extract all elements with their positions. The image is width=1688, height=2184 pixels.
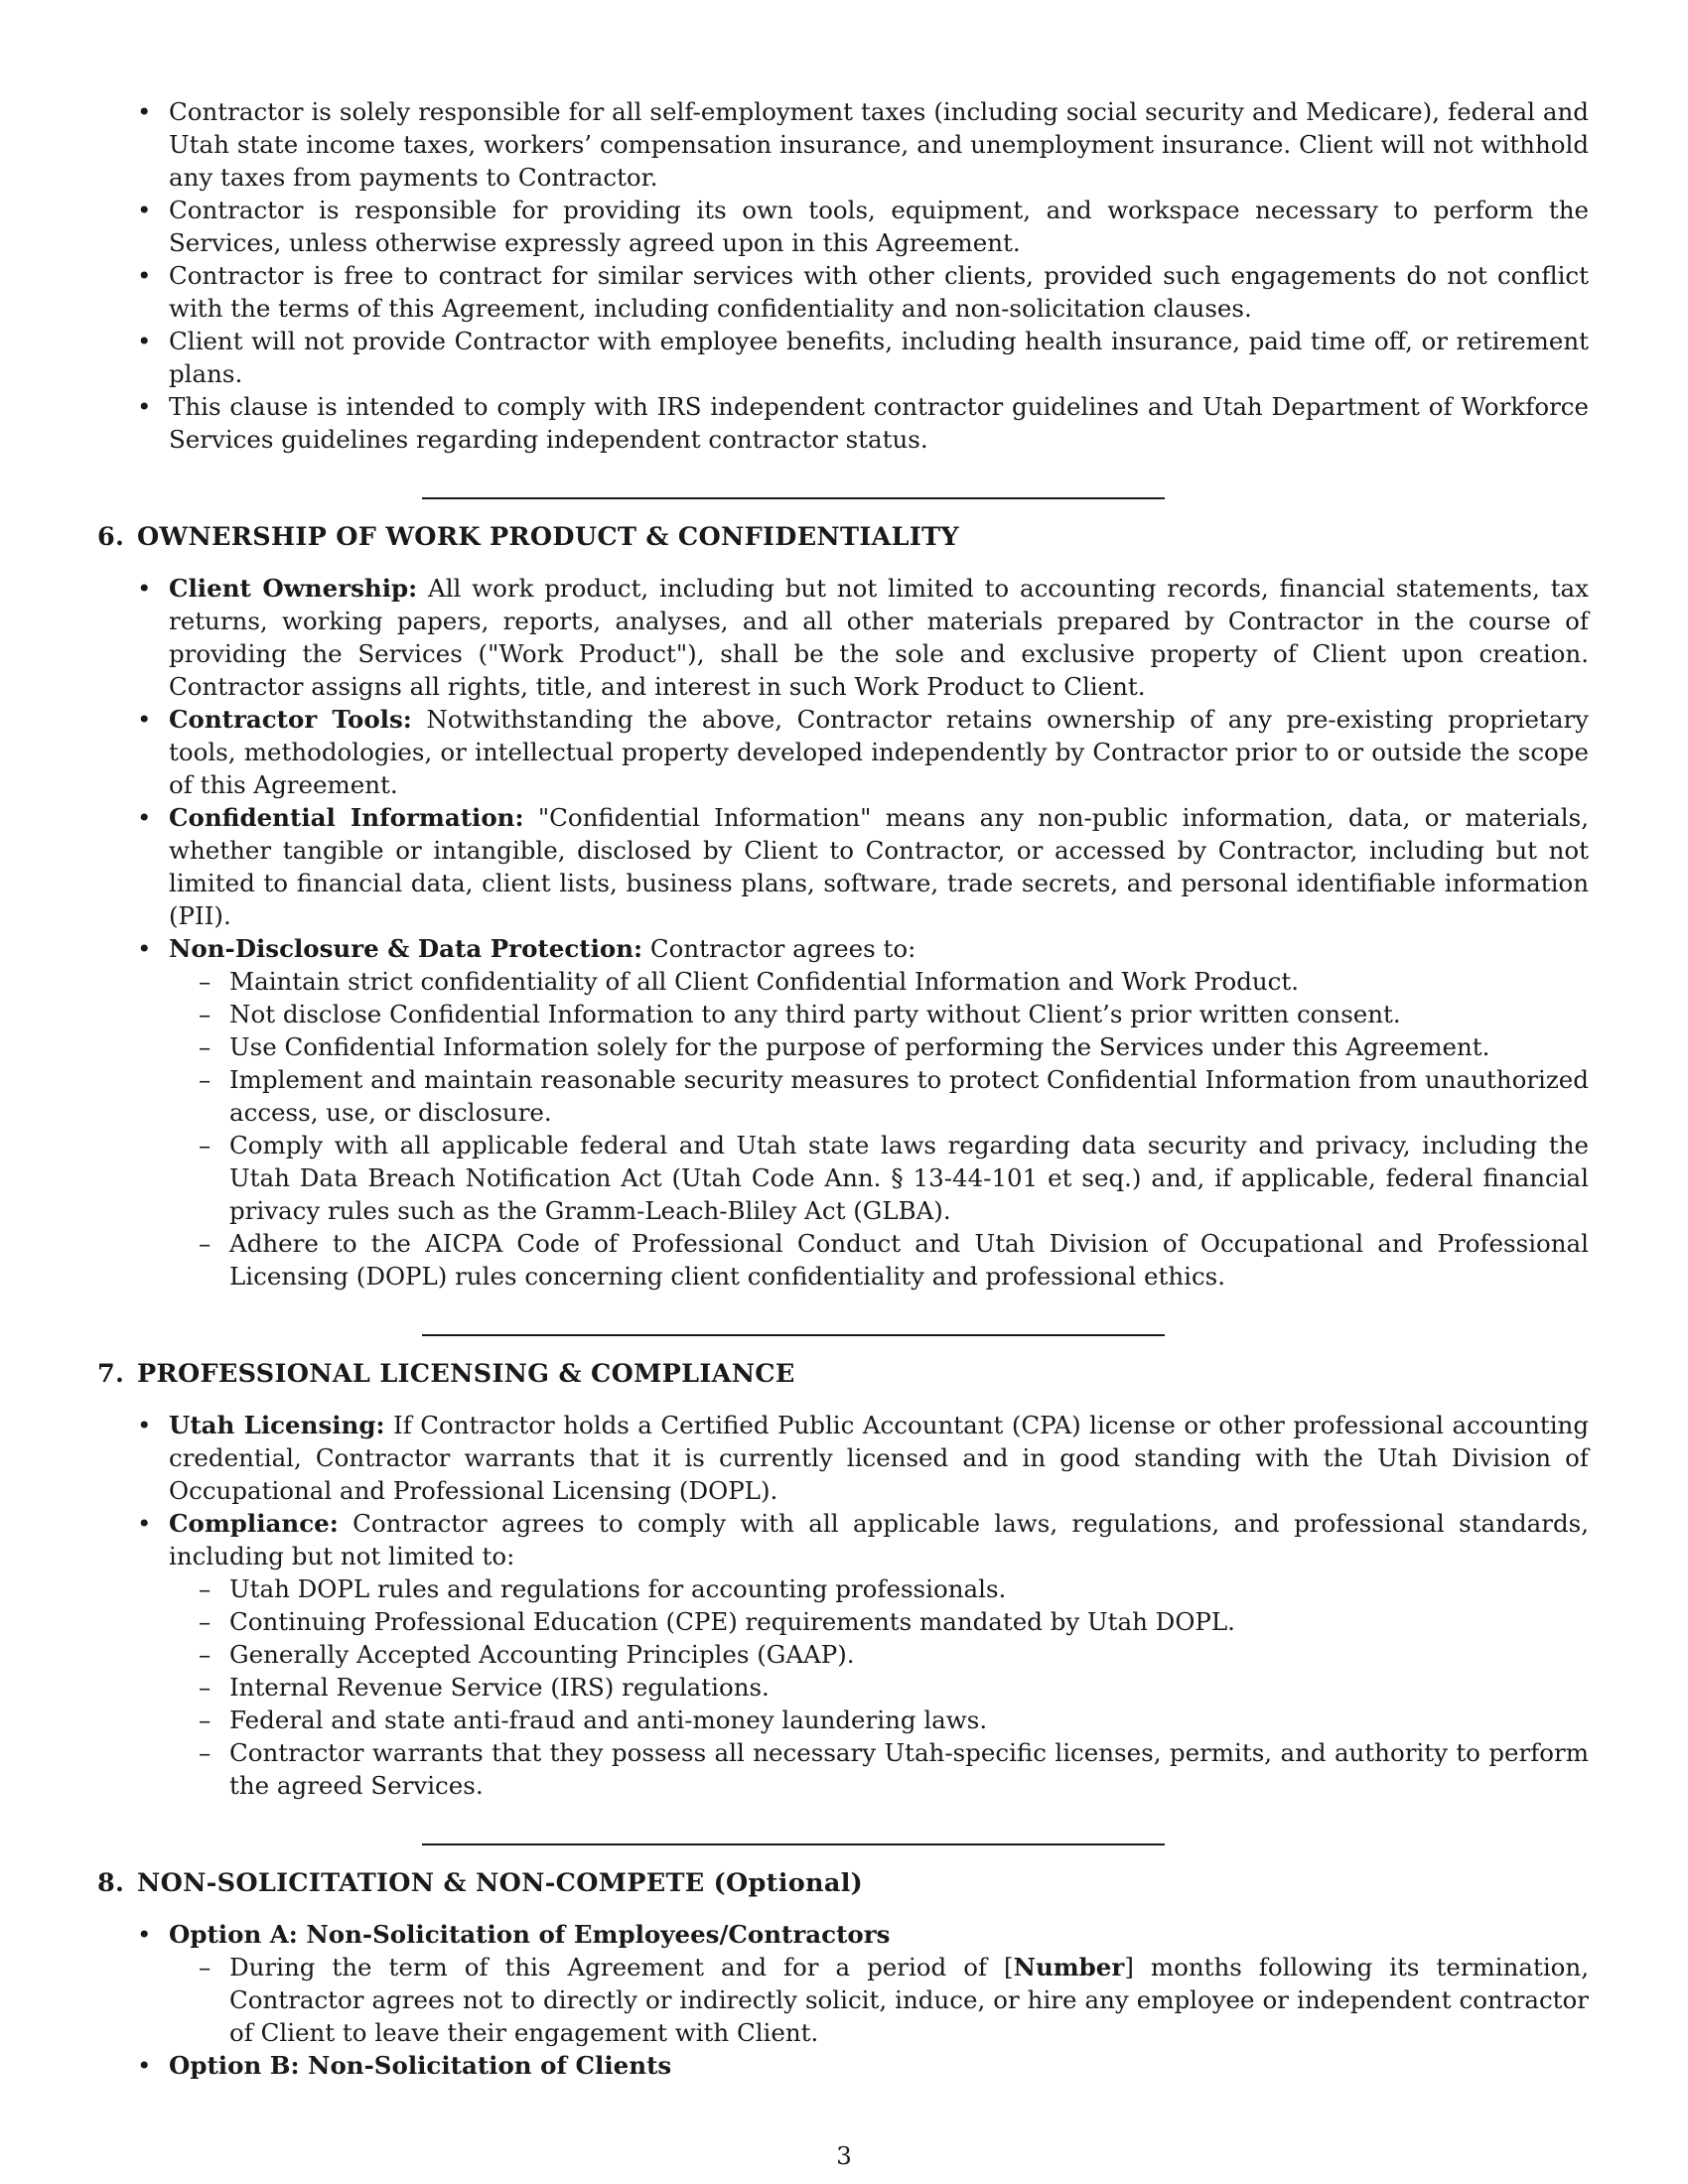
item-text: Contractor agrees to comply with all applicable laws, regulations, and professional standards, including but not limited to: <box>169 1509 1589 1570</box>
sublist-item: – Comply with all applicable federal and Utah state laws regarding data security and privacy, including the Utah Data Breach Notification Act (Utah Code Ann. § 13-44-101 et seq.) and, if applicable, federal financial privacy rules such as the Gramm-Leach-Bliley Act (GLBA). <box>169 1129 1589 1227</box>
sublist-item: – Contractor warrants that they possess all necessary Utah-specific licenses, permits, and authority to perform the agreed Services. <box>169 1736 1589 1802</box>
item-label: Option B: Non-Solicitation of Clients <box>169 2051 672 2080</box>
document-body <box>97 95 1589 2082</box>
list-item: • Contractor is free to contract for similar services with other clients, provided such engagements do not conflict with the terms of this Agreement, including confidentiality and non-solicitation clauses. <box>97 259 1589 325</box>
section-title: OWNERSHIP OF WORK PRODUCT & CONFIDENTIALITY <box>137 522 959 552</box>
placeholder-number: Number <box>1013 1953 1125 1981</box>
sublist-item: – Not disclose Confidential Information to any third party without Client’s prior written consent. <box>169 998 1589 1030</box>
item-label: Non-Disclosure & Data Protection: <box>169 934 643 963</box>
section-8-heading <box>97 1867 1589 1900</box>
item-text: All work product, including but not limited to accounting records, financial statements, tax returns, working papers, reports, analyses, and all other materials prepared by Contractor in the course of providing the Services ("Work Product"), shall be the sole and exclusive property of Client upon creation. Contractor assigns all rights, title, and interest in such Work Product to Client. <box>169 574 1589 701</box>
list-item <box>97 801 1589 932</box>
intro-bullet-list <box>97 95 1589 456</box>
item-text: Notwithstanding the above, Contractor retains ownership of any pre-existing proprietary tools, methodologies, or intellectual property developed independently by Contractor prior to or outside the scope of this Agreement. <box>169 705 1589 799</box>
page-number: 3 <box>836 2141 852 2170</box>
sublist-item: – Federal and state anti-fraud and anti-money laundering laws. <box>169 1704 1589 1736</box>
section-7-heading <box>97 1358 1589 1391</box>
list-item: • Contractor is responsible for providing its own tools, equipment, and workspace necessary to perform the Services, unless otherwise expressly agreed upon in this Agreement. <box>97 194 1589 259</box>
list-item <box>97 2049 1589 2082</box>
item-label: Contractor Tools: <box>169 705 412 734</box>
list-item <box>97 1409 1589 1507</box>
section-8-list <box>97 1918 1589 2082</box>
section-title: NON-SOLICITATION & NON-COMPETE (Optional) <box>137 1868 864 1898</box>
item-label: Compliance: <box>169 1509 339 1538</box>
sublist-item: – Continuing Professional Education (CPE) requirements mandated by Utah DOPL. <box>169 1605 1589 1638</box>
sub-text: During the term of this Agreement and for a period of [ <box>229 1953 1014 1981</box>
list-item <box>97 703 1589 801</box>
item-text: "Confidential Information" means any non-public information, data, or materials, whether tangible or intangible, disclosed by Client to Contractor, or accessed by Contractor, including but not limited to financial data, client lists, business plans, software, trade secrets, and personal identifiable information (PII). <box>169 803 1590 930</box>
item-label: Utah Licensing: <box>169 1411 385 1439</box>
list-item: • Contractor is solely responsible for all self-employment taxes (including social security and Medicare), federal and Utah state income taxes, workers’ compensation insurance, and unemployment insurance. Client will not withhold any taxes from payments to Contractor. <box>97 95 1589 194</box>
section-number: 6. <box>97 522 125 552</box>
list-item: • This clause is intended to comply with IRS independent contractor guidelines and Utah Department of Workforce Services guidelines regarding independent contractor status. <box>97 390 1589 456</box>
item-text: If Contractor holds a Certified Public Accountant (CPA) license or other professional accounting credential, Contractor warrants that it is currently licensed and in good standing with the Utah Division of Occupational and Professional Licensing (DOPL). <box>169 1411 1589 1505</box>
list-item <box>97 1507 1589 1802</box>
option-a-sublist <box>169 1951 1589 2049</box>
section-number: 7. <box>97 1359 125 1389</box>
item-label: Confidential Information: <box>169 803 524 832</box>
section-divider <box>422 1843 1165 1845</box>
sublist-item: – Adhere to the AICPA Code of Professional Conduct and Utah Division of Occupational and Professional Licensing (DOPL) rules concerning client confidentiality and professional ethics. <box>169 1227 1589 1293</box>
item-label: Client Ownership: <box>169 574 418 603</box>
section-divider <box>422 497 1165 499</box>
section-7-list <box>97 1409 1589 1802</box>
sub-text: ] months following its termination, Contractor agrees not to directly or indirectly solicit, induce, or hire any employee or independent contractor of Client to leave their engagement with Client. <box>229 1953 1589 2047</box>
sublist-item: – Implement and maintain reasonable security measures to protect Confidential Information from unauthorized access, use, or disclosure. <box>169 1063 1589 1129</box>
section-number: 8. <box>97 1868 125 1898</box>
section-6-heading <box>97 521 1589 554</box>
sublist-item <box>169 1951 1589 2049</box>
section-title: PROFESSIONAL LICENSING & COMPLIANCE <box>137 1359 795 1389</box>
sublist-item: – Generally Accepted Accounting Principles (GAAP). <box>169 1638 1589 1671</box>
section-7-sublist <box>169 1572 1589 1802</box>
item-label: Option A: Non-Solicitation of Employees/Contractors <box>169 1920 891 1949</box>
list-item <box>97 932 1589 1293</box>
section-6-sublist <box>169 965 1589 1293</box>
section-divider <box>422 1334 1165 1336</box>
section-6-list <box>97 572 1589 1293</box>
sublist-item: – Internal Revenue Service (IRS) regulations. <box>169 1671 1589 1704</box>
item-text: Contractor agrees to: <box>642 934 916 963</box>
list-item <box>97 572 1589 703</box>
list-item <box>97 1918 1589 2049</box>
sublist-item: – Utah DOPL rules and regulations for accounting professionals. <box>169 1572 1589 1605</box>
sublist-item: – Use Confidential Information solely for the purpose of performing the Services under this Agreement. <box>169 1030 1589 1063</box>
sublist-item: – Maintain strict confidentiality of all Client Confidential Information and Work Product. <box>169 965 1589 998</box>
list-item: • Client will not provide Contractor with employee benefits, including health insurance, paid time off, or retirement plans. <box>97 325 1589 390</box>
